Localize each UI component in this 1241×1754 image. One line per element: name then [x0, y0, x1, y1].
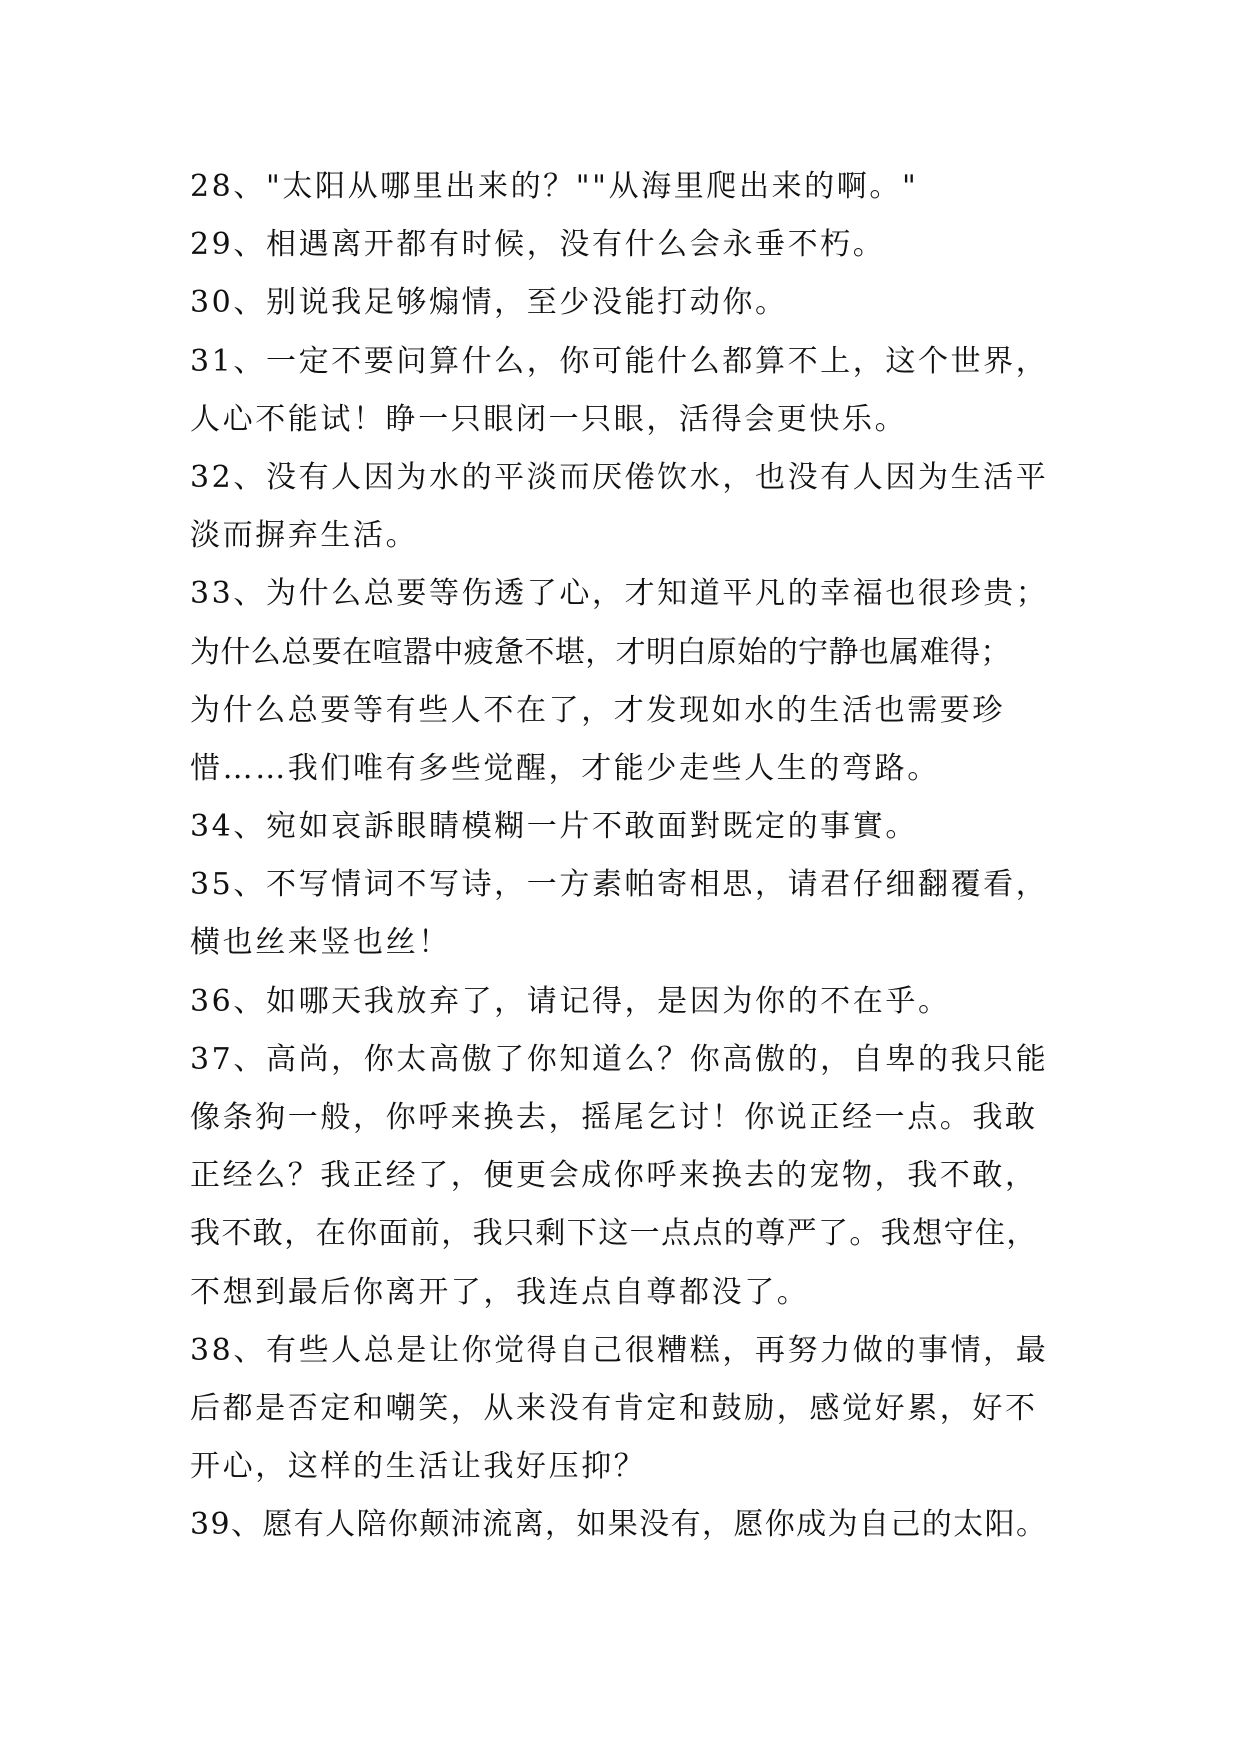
document-body	[190, 158, 1070, 1555]
text-line: 39、愿有人陪你颠沛流离，如果没有，愿你成为自己的太阳。	[190, 1507, 1048, 1543]
text-line: 为什么总要等有些人不在了，才发现如水的生活也需要珍	[190, 692, 1005, 728]
text-line: 34、宛如哀訴眼睛模糊一片不敢面對既定的事實。	[190, 809, 918, 845]
text-line: 31、一定不要问算什么，你可能什么都算不上，这个世界，	[190, 343, 1049, 379]
text-line: 我不敢，在你面前，我只剩下这一点点的尊严了。我想守住，	[190, 1216, 1038, 1252]
text-line: 后都是否定和嘲笑，从来没有肯定和鼓励，感觉好累，好不	[190, 1390, 1038, 1426]
text-line: 32、没有人因为水的平淡而厌倦饮水，也没有人因为生活平	[190, 459, 1049, 495]
text-line: 为什么总要在喧嚣中疲惫不堪，才明白原始的宁静也属难得；	[190, 634, 1011, 670]
text-line: 不想到最后你离开了，我连点自尊都没了。	[190, 1274, 810, 1310]
text-line: 像条狗一般，你呼来换去，摇尾乞讨！你说正经一点。我敢	[190, 1100, 1038, 1135]
text-line: 开心，这样的生活让我好压抑？	[190, 1449, 647, 1485]
text-line: 35、不写情词不写诗，一方素帕寄相思，请君仔细翻覆看，	[190, 867, 1049, 903]
text-line: 36、如哪天我放弃了，请记得，是因为你的不在乎。	[190, 983, 951, 1019]
text-line: 惜……我们唯有多些觉醒，才能少走些人生的弯路。	[190, 750, 940, 786]
text-line: 正经么？我正经了，便更会成你呼来换去的宠物，我不敢，	[190, 1158, 1038, 1194]
text-line: 37、高尚，你太高傲了你知道么？你高傲的，自卑的我只能	[190, 1041, 1049, 1077]
text-line: 38、有些人总是让你觉得自己很糟糕，再努力做的事情，最	[190, 1332, 1049, 1368]
text-line: 33、为什么总要等伤透了心，才知道平凡的幸福也很珍贵；	[190, 576, 1049, 612]
text-line: 横也丝来竖也丝！	[190, 925, 451, 961]
text-line: 人心不能试！睁一只眼闭一只眼，活得会更快乐。	[190, 401, 908, 437]
text-line: 29、相遇离开都有时候，没有什么会永垂不朽。	[190, 227, 886, 263]
text-line: 淡而摒弃生活。	[190, 518, 419, 554]
text-line: 28、"太阳从哪里出来的？""从海里爬出来的啊。"	[190, 169, 919, 204]
text-line: 30、别说我足够煽情，至少没能打动你。	[190, 285, 788, 321]
